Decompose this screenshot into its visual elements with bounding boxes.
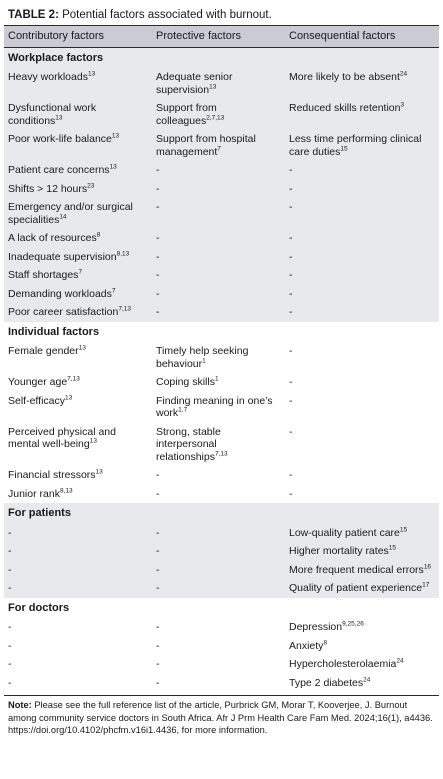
cell-text: - bbox=[289, 232, 293, 244]
cell-text: Low-quality patient care bbox=[289, 526, 400, 539]
section-individual-factors bbox=[4, 322, 439, 504]
consequential-cell bbox=[285, 655, 439, 674]
table-row bbox=[4, 542, 439, 561]
protective-cell bbox=[152, 524, 285, 543]
reference-superscript: 24 bbox=[396, 657, 404, 665]
cell-text: - bbox=[289, 306, 293, 318]
table-row bbox=[4, 180, 439, 199]
table-row bbox=[4, 130, 439, 161]
contributory-cell bbox=[4, 466, 152, 485]
cell-text: Self-efficacy bbox=[8, 394, 65, 407]
header-row bbox=[4, 26, 439, 48]
protective-cell bbox=[152, 542, 285, 561]
cell-text: - bbox=[289, 250, 293, 263]
cell-text: - bbox=[289, 487, 293, 500]
consequential-cell bbox=[285, 579, 439, 598]
cell-text: - bbox=[8, 639, 12, 652]
reference-superscript: 8,13 bbox=[59, 487, 73, 494]
table-caption bbox=[4, 0, 439, 25]
section-heading-row bbox=[4, 503, 439, 524]
cell-text: Poor work-life balance bbox=[8, 133, 112, 145]
reference-superscript: 24 bbox=[399, 70, 408, 78]
reference-superscript: 7,13 bbox=[118, 305, 131, 313]
cell-text: Type 2 diabetes bbox=[289, 676, 364, 689]
consequential-cell bbox=[285, 423, 439, 467]
contributory-cell bbox=[4, 542, 152, 561]
reference-superscript: 14 bbox=[59, 213, 67, 220]
cell-text: - bbox=[8, 563, 12, 576]
consequential-cell bbox=[285, 161, 439, 180]
cell-text: - bbox=[289, 164, 293, 176]
reference-superscript: 8 bbox=[96, 231, 101, 239]
reference-superscript: 15 bbox=[340, 145, 348, 152]
table-row bbox=[4, 392, 439, 423]
protective-cell bbox=[152, 392, 285, 423]
reference-superscript: 1 bbox=[214, 375, 219, 383]
cell-text: - bbox=[8, 545, 12, 557]
protective-cell bbox=[152, 303, 285, 322]
section-heading-row bbox=[4, 47, 439, 68]
cell-text: Hypercholesterolaemia bbox=[289, 658, 397, 670]
contributory-cell bbox=[4, 248, 152, 267]
cell-text: - bbox=[156, 582, 160, 594]
cell-text: Support from colleagues bbox=[156, 102, 217, 127]
reference-superscript: 13 bbox=[78, 344, 86, 352]
protective-cell bbox=[152, 285, 285, 304]
cell-text: More likely to be absent bbox=[289, 71, 400, 83]
reference-superscript: 1 bbox=[202, 357, 206, 364]
reference-superscript: 16 bbox=[423, 563, 432, 570]
cell-text: Less time performing clinical care duties bbox=[289, 133, 422, 158]
consequential-cell bbox=[285, 466, 439, 485]
consequential-cell bbox=[285, 637, 439, 656]
contributory-cell bbox=[4, 68, 152, 99]
protective-cell bbox=[152, 674, 285, 693]
note-label: Note: bbox=[8, 700, 32, 710]
protective-cell bbox=[152, 99, 285, 130]
contributory-cell bbox=[4, 303, 152, 322]
table-row bbox=[4, 561, 439, 580]
cell-text: Younger age bbox=[8, 376, 68, 388]
contributory-cell bbox=[4, 618, 152, 637]
cell-text: - bbox=[156, 487, 160, 500]
consequential-cell bbox=[285, 542, 439, 561]
cell-text: - bbox=[8, 676, 12, 689]
reference-superscript: 13 bbox=[55, 114, 63, 121]
reference-superscript: 8 bbox=[323, 639, 328, 646]
cell-text: - bbox=[8, 582, 12, 594]
consequential-cell bbox=[285, 248, 439, 267]
consequential-cell bbox=[285, 561, 439, 580]
cell-text: Patient care concerns bbox=[8, 164, 110, 176]
cell-text: - bbox=[156, 306, 160, 318]
reference-superscript: 13 bbox=[209, 83, 217, 90]
factors-table bbox=[4, 25, 439, 692]
consequential-cell bbox=[285, 229, 439, 248]
section-title: For doctors bbox=[4, 598, 439, 619]
section-title: Individual factors bbox=[4, 322, 439, 343]
reference-superscript: 3 bbox=[400, 101, 405, 109]
cell-text: - bbox=[8, 621, 12, 633]
consequential-cell bbox=[285, 618, 439, 637]
reference-superscript: 13 bbox=[65, 394, 73, 401]
contributory-cell bbox=[4, 266, 152, 285]
reference-superscript: 7,13 bbox=[67, 375, 80, 383]
protective-cell bbox=[152, 248, 285, 267]
reference-superscript: 7 bbox=[111, 287, 116, 294]
header-consequential: Consequential factors bbox=[285, 26, 439, 48]
cell-text: - bbox=[289, 182, 293, 195]
cell-text: - bbox=[156, 469, 160, 481]
cell-text: Emergency and/or surgical specialities bbox=[8, 201, 133, 226]
contributory-cell bbox=[4, 161, 152, 180]
cell-text: - bbox=[156, 563, 160, 576]
cell-text: Anxiety bbox=[289, 639, 324, 652]
consequential-cell bbox=[285, 485, 439, 504]
cell-text: Financial stressors bbox=[8, 469, 96, 481]
protective-cell bbox=[152, 342, 285, 373]
protective-cell bbox=[152, 180, 285, 199]
table-row bbox=[4, 303, 439, 322]
cell-text: Higher mortality rates bbox=[289, 545, 389, 557]
cell-text: A lack of resources bbox=[8, 232, 97, 244]
table-row bbox=[4, 161, 439, 180]
contributory-cell bbox=[4, 180, 152, 199]
protective-cell bbox=[152, 130, 285, 161]
cell-text: - bbox=[156, 639, 160, 652]
table-row bbox=[4, 248, 439, 267]
cell-text: - bbox=[156, 526, 160, 539]
contributory-cell bbox=[4, 524, 152, 543]
consequential-cell bbox=[285, 342, 439, 373]
table-row bbox=[4, 373, 439, 392]
protective-cell bbox=[152, 68, 285, 99]
cell-text: - bbox=[289, 269, 293, 281]
table-figure bbox=[4, 0, 439, 739]
cell-text: - bbox=[289, 425, 293, 438]
cell-text: Depression bbox=[289, 621, 343, 633]
cell-text: - bbox=[156, 621, 160, 633]
protective-cell bbox=[152, 373, 285, 392]
table-row bbox=[4, 423, 439, 467]
protective-cell bbox=[152, 637, 285, 656]
cell-text: - bbox=[156, 658, 160, 670]
cell-text: - bbox=[289, 201, 293, 213]
reference-superscript: 9,25,26 bbox=[342, 620, 364, 628]
cell-text: - bbox=[289, 376, 293, 388]
consequential-cell bbox=[285, 68, 439, 99]
contributory-cell bbox=[4, 485, 152, 504]
reference-superscript: 13 bbox=[89, 437, 97, 445]
table-row bbox=[4, 524, 439, 543]
cell-text: Perceived physical and mental well-being bbox=[8, 425, 116, 450]
contributory-cell bbox=[4, 561, 152, 580]
table-row bbox=[4, 618, 439, 637]
cell-text: Heavy workloads bbox=[8, 71, 88, 83]
cell-text: Shifts > 12 hours bbox=[8, 182, 88, 195]
reference-superscript: 2,7,13 bbox=[206, 114, 225, 121]
cell-text: - bbox=[289, 394, 293, 407]
cell-text: - bbox=[156, 232, 160, 244]
table-row bbox=[4, 68, 439, 99]
consequential-cell bbox=[285, 373, 439, 392]
note-text: Please see the full reference list of the article, Purbrick GM, Morar T, Kooverjee, J. Burnout among community service doctors in South Africa. Afr J Prm Health Care Fam Med. 2024;16(1), a4436. https://doi.org/10.4102/phcfm.v16i1.4436, for more information. bbox=[8, 700, 433, 735]
reference-superscript: 15 bbox=[388, 544, 397, 552]
cell-text: - bbox=[156, 269, 160, 281]
cell-text: Staff shortages bbox=[8, 269, 79, 281]
cell-text: Finding meaning in one’s work bbox=[156, 394, 273, 419]
contributory-cell bbox=[4, 99, 152, 130]
reference-superscript: 13 bbox=[95, 468, 103, 476]
table-row bbox=[4, 229, 439, 248]
protective-cell bbox=[152, 579, 285, 598]
cell-text: Poor career satisfaction bbox=[8, 306, 119, 318]
cell-text: More frequent medical errors bbox=[289, 563, 424, 576]
table-row bbox=[4, 266, 439, 285]
table-row bbox=[4, 579, 439, 598]
cell-text: - bbox=[8, 658, 12, 670]
contributory-cell bbox=[4, 579, 152, 598]
protective-cell bbox=[152, 266, 285, 285]
contributory-cell bbox=[4, 285, 152, 304]
table-row bbox=[4, 466, 439, 485]
cell-text: - bbox=[156, 676, 160, 689]
cell-text: - bbox=[289, 469, 293, 481]
reference-superscript: 7 bbox=[217, 145, 221, 152]
reference-superscript: 13 bbox=[87, 70, 96, 78]
cell-text: Dysfunctional work conditions bbox=[8, 102, 97, 127]
reference-superscript: 15 bbox=[399, 526, 408, 533]
table-row bbox=[4, 637, 439, 656]
section-workplace-factors bbox=[4, 47, 439, 322]
cell-text: Junior rank bbox=[8, 487, 60, 500]
cell-text: - bbox=[156, 164, 160, 176]
table-row bbox=[4, 198, 439, 229]
protective-cell bbox=[152, 655, 285, 674]
protective-cell bbox=[152, 561, 285, 580]
protective-cell bbox=[152, 485, 285, 504]
cell-text: - bbox=[156, 250, 160, 263]
contributory-cell bbox=[4, 655, 152, 674]
contributory-cell bbox=[4, 198, 152, 229]
protective-cell bbox=[152, 423, 285, 467]
cell-text: Adequate senior supervision bbox=[156, 71, 233, 96]
section-heading-row bbox=[4, 322, 439, 343]
contributory-cell bbox=[4, 674, 152, 693]
cell-text: - bbox=[156, 545, 160, 557]
cell-text: - bbox=[156, 201, 160, 213]
cell-text: Inadequate supervision bbox=[8, 250, 117, 263]
cell-text: Coping skills bbox=[156, 376, 215, 388]
reference-superscript: 13 bbox=[109, 163, 117, 171]
caption-text: Potential factors associated with burnout. bbox=[62, 9, 272, 21]
consequential-cell bbox=[285, 130, 439, 161]
consequential-cell bbox=[285, 674, 439, 693]
cell-text: Strong, stable interpersonal relationships bbox=[156, 425, 221, 463]
reference-superscript: 7 bbox=[78, 268, 83, 276]
protective-cell bbox=[152, 198, 285, 229]
consequential-cell bbox=[285, 303, 439, 322]
cell-text: - bbox=[289, 287, 293, 300]
table-row bbox=[4, 485, 439, 504]
cell-text: - bbox=[289, 345, 293, 357]
cell-text: Female gender bbox=[8, 345, 79, 357]
contributory-cell bbox=[4, 229, 152, 248]
section-for-patients bbox=[4, 503, 439, 598]
contributory-cell bbox=[4, 130, 152, 161]
consequential-cell bbox=[285, 198, 439, 229]
consequential-cell bbox=[285, 180, 439, 199]
consequential-cell bbox=[285, 524, 439, 543]
consequential-cell bbox=[285, 266, 439, 285]
cell-text: - bbox=[156, 287, 160, 300]
cell-text: - bbox=[156, 182, 160, 195]
consequential-cell bbox=[285, 285, 439, 304]
protective-cell bbox=[152, 161, 285, 180]
cell-text: Reduced skills retention bbox=[289, 102, 401, 114]
reference-superscript: 23 bbox=[87, 182, 95, 189]
reference-superscript: 8,13 bbox=[116, 250, 130, 257]
cell-text: Support from hospital management bbox=[156, 133, 256, 158]
table-row bbox=[4, 285, 439, 304]
section-heading-row bbox=[4, 598, 439, 619]
contributory-cell bbox=[4, 392, 152, 423]
reference-superscript: 24 bbox=[363, 676, 371, 683]
table-row bbox=[4, 655, 439, 674]
cell-text: Timely help seeking behaviour bbox=[156, 345, 249, 370]
contributory-cell bbox=[4, 637, 152, 656]
reference-superscript: 13 bbox=[111, 132, 120, 140]
section-for-doctors bbox=[4, 598, 439, 693]
reference-superscript: 17 bbox=[422, 581, 430, 589]
header-protective: Protective factors bbox=[152, 26, 285, 48]
contributory-cell bbox=[4, 373, 152, 392]
table-row bbox=[4, 99, 439, 130]
section-title: For patients bbox=[4, 503, 439, 524]
reference-superscript: 7,13 bbox=[214, 450, 228, 457]
contributory-cell bbox=[4, 342, 152, 373]
protective-cell bbox=[152, 229, 285, 248]
header-contributory: Contributory factors bbox=[4, 26, 152, 48]
consequential-cell bbox=[285, 392, 439, 423]
contributory-cell bbox=[4, 423, 152, 467]
cell-text: Demanding workloads bbox=[8, 287, 112, 300]
caption-label: TABLE 2: bbox=[8, 9, 59, 21]
consequential-cell bbox=[285, 99, 439, 130]
protective-cell bbox=[152, 618, 285, 637]
cell-text: - bbox=[8, 526, 12, 539]
table-row bbox=[4, 342, 439, 373]
table-row bbox=[4, 674, 439, 693]
table-note bbox=[4, 695, 439, 739]
reference-superscript: 1,7 bbox=[178, 406, 188, 414]
section-title: Workplace factors bbox=[4, 47, 439, 68]
protective-cell bbox=[152, 466, 285, 485]
cell-text: Quality of patient experience bbox=[289, 582, 423, 594]
